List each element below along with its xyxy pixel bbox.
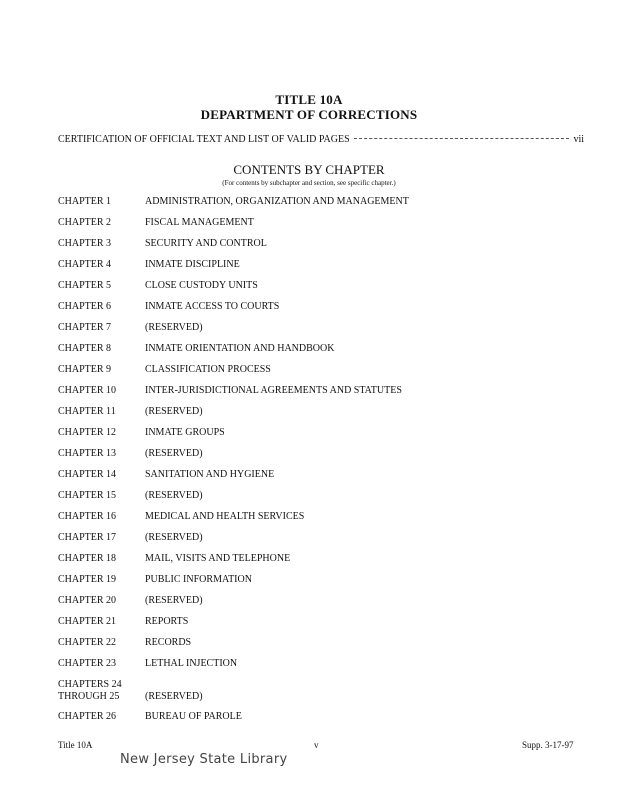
chapter-number: CHAPTER 5	[58, 280, 112, 291]
certification-line	[58, 134, 584, 145]
chapter-name: (RESERVED)	[145, 691, 203, 702]
chapter-row	[58, 406, 598, 427]
chapter-number: CHAPTER 18	[58, 553, 117, 564]
chapter-row	[58, 711, 598, 732]
chapter-name: LETHAL INJECTION	[145, 658, 238, 669]
chapter-name: (RESERVED)	[145, 532, 203, 543]
footer-title: Title 10A	[58, 740, 93, 750]
page-subtitle: DEPARTMENT OF CORRECTIONS	[200, 107, 418, 122]
chapter-row	[58, 469, 598, 490]
chapter-row	[58, 280, 598, 301]
chapter-list	[58, 196, 598, 732]
footer-supplement-date: Supp. 3-17-97	[522, 740, 574, 750]
chapter-row	[58, 490, 598, 511]
chapter-number: CHAPTER 13	[58, 448, 117, 459]
chapter-number: CHAPTER 23	[58, 658, 117, 669]
chapter-name: FISCAL MANAGEMENT	[145, 217, 254, 228]
chapter-number: CHAPTER 21	[58, 616, 117, 627]
chapter-name: INTER-JURISDICTIONAL AGREEMENTS AND STATUTES	[145, 385, 402, 396]
chapter-row	[58, 217, 598, 238]
chapter-number: CHAPTER 2	[58, 217, 112, 228]
chapter-row	[58, 343, 598, 364]
chapter-name: SANITATION AND HYGIENE	[145, 469, 275, 480]
chapter-name: (RESERVED)	[145, 595, 203, 606]
chapter-row	[58, 553, 598, 574]
chapter-number: CHAPTER 6	[58, 301, 112, 312]
chapter-row	[58, 301, 598, 322]
chapter-number: CHAPTER 10	[58, 385, 117, 396]
chapter-number: CHAPTER 11	[58, 406, 116, 417]
dot-leader	[354, 138, 570, 139]
chapter-number: CHAPTER 16	[58, 511, 117, 522]
chapter-number: CHAPTER 20	[58, 595, 117, 606]
chapter-number: CHAPTER 17	[58, 532, 117, 543]
chapter-number: CHAPTER 15	[58, 490, 117, 501]
chapter-name: RECORDS	[145, 637, 192, 648]
chapter-row	[58, 574, 598, 595]
chapter-row	[58, 679, 598, 711]
contents-heading: CONTENTS BY CHAPTER	[233, 162, 385, 177]
certification-label: CERTIFICATION OF OFFICIAL TEXT AND LIST OF VALID PAGES	[58, 134, 350, 145]
chapter-number: CHAPTER 7	[58, 322, 112, 333]
chapter-number: CHAPTER 26	[58, 711, 117, 722]
chapter-number: CHAPTER 19	[58, 574, 117, 585]
contents-note: (For contents by subchapter and section, see specific chapter.)	[222, 179, 396, 187]
chapter-row	[58, 511, 598, 532]
library-stamp: New Jersey State Library	[120, 752, 288, 767]
chapter-name: CLASSIFICATION PROCESS	[145, 364, 271, 375]
chapter-row	[58, 532, 598, 553]
certification-page: vii	[573, 134, 584, 145]
page-title: TITLE 10A	[275, 92, 343, 107]
chapter-row	[58, 259, 598, 280]
chapter-name: ADMINISTRATION, ORGANIZATION AND MANAGEMENT	[145, 196, 409, 207]
footer-page-number: v	[314, 740, 319, 750]
chapter-name: MAIL, VISITS AND TELEPHONE	[145, 553, 291, 564]
chapter-row	[58, 364, 598, 385]
chapter-row	[58, 238, 598, 259]
chapter-name: INMATE ORIENTATION AND HANDBOOK	[145, 343, 335, 354]
chapter-row	[58, 427, 598, 448]
chapter-number: CHAPTER 9	[58, 364, 112, 375]
chapter-row	[58, 616, 598, 637]
chapter-name: MEDICAL AND HEALTH SERVICES	[145, 511, 305, 522]
chapter-row	[58, 637, 598, 658]
chapter-row	[58, 385, 598, 406]
chapter-name: (RESERVED)	[145, 406, 203, 417]
chapter-number: CHAPTER 12	[58, 427, 117, 438]
chapter-number: CHAPTER 1	[58, 196, 112, 207]
chapter-name: BUREAU OF PAROLE	[145, 711, 242, 722]
chapter-name: CLOSE CUSTODY UNITS	[145, 280, 258, 291]
chapter-number: CHAPTER 4	[58, 259, 112, 270]
chapter-number: CHAPTER 8	[58, 343, 112, 354]
chapter-name: PUBLIC INFORMATION	[145, 574, 252, 585]
chapter-name: (RESERVED)	[145, 448, 203, 459]
chapter-number: CHAPTER 3	[58, 238, 112, 249]
chapter-name: INMATE ACCESS TO COURTS	[145, 301, 280, 312]
chapter-row	[58, 595, 598, 616]
chapter-row	[58, 322, 598, 343]
chapter-name: INMATE GROUPS	[145, 427, 225, 438]
chapter-name: (RESERVED)	[145, 322, 203, 333]
chapter-number: CHAPTER 22	[58, 637, 117, 648]
chapter-name: (RESERVED)	[145, 490, 203, 501]
chapter-number: CHAPTERS 24 THROUGH 25	[58, 679, 122, 702]
chapter-name: SECURITY AND CONTROL	[145, 238, 267, 249]
chapter-row	[58, 448, 598, 469]
chapter-row	[58, 658, 598, 679]
chapter-name: INMATE DISCIPLINE	[145, 259, 240, 270]
chapter-row	[58, 196, 598, 217]
chapter-name: REPORTS	[145, 616, 189, 627]
chapter-number: CHAPTER 14	[58, 469, 117, 480]
